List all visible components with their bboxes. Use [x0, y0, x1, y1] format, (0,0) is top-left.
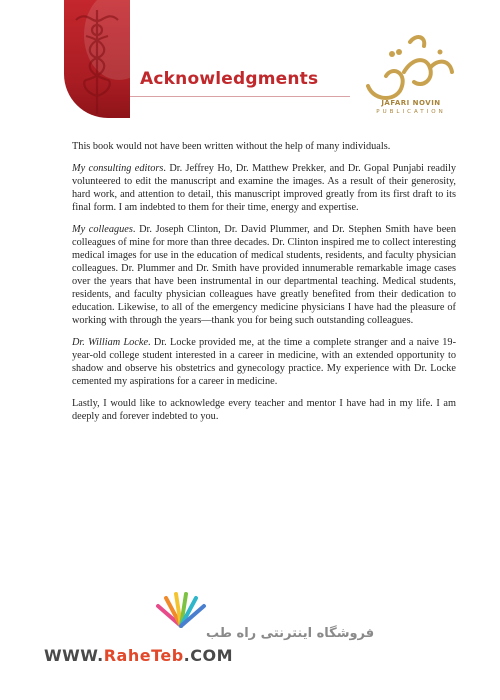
- intro-text: This book would not have been written without the help of many individuals.: [72, 141, 391, 152]
- site-prefix: WWW.: [44, 646, 104, 665]
- publisher-subtitle: PUBLICATION: [376, 109, 446, 115]
- colleagues-paragraph: [72, 223, 456, 327]
- locke-lead: Dr. William Locke: [72, 337, 149, 348]
- caduceus-icon: [72, 6, 122, 116]
- closing-text: Lastly, I would like to acknowledge every teacher and mentor I have had in my life. I am deeply and forever indebted to you.: [72, 398, 456, 422]
- book-fan-icon: [146, 592, 216, 628]
- editors-text: . Dr. Jeffrey Ho, Dr. Matthew Prekker, and Dr. Gopal Punjabi readily volunteered to edit the manuscript and examine the images. As a result of their generosity, hard work, and attention to detail, this manuscript improved greatly from its first draft to its final form. I am indebted to them for their time, energy and expertise.: [72, 163, 456, 213]
- colleagues-text: . Dr. Joseph Clinton, Dr. David Plummer, and Dr. Stephen Smith have been colleagues of mine for more than three decades. Dr. Clinton inspired me to collect interesting medical images for use in the education of medical students, residents, and faculty physician colleagues. Dr. Plummer and Dr. Smith have provided innumerable remarkable image cases over the years that have been instrumental in our departmental teaching. Medical students, residents, and faculty physician colleagues have greatly benefited from their dedication to education. Likewise, to all of the emergency medicine physicians I have had the pleasure of working with through the years—thank you for being such outstanding colleagues.: [72, 224, 456, 326]
- watermark-persian-text: فروشگاه اینترنتی راه طب: [206, 626, 375, 641]
- locke-paragraph: [72, 336, 456, 388]
- watermark-site-link[interactable]: [44, 646, 233, 665]
- header-red-band: [64, 0, 130, 118]
- closing-paragraph: [72, 397, 456, 423]
- colleagues-lead: My colleagues: [72, 224, 133, 235]
- page-title: Acknowledgments: [140, 69, 319, 89]
- locke-text: . Dr. Locke provided me, at the time a complete stranger and a naive 19-year-old college student interested in a career in medicine, with an extended opportunity to shadow and observe his obstetrics and gynecology practice. My experience with Dr. Locke cemented my aspirations for a career in medicine.: [72, 337, 456, 387]
- editors-paragraph: [72, 162, 456, 214]
- editors-lead: My consulting editors: [72, 163, 164, 174]
- intro-paragraph: [72, 140, 456, 153]
- site-suffix: .COM: [183, 646, 234, 665]
- publisher-name: JAFARI NOVIN: [381, 99, 441, 107]
- heading-rule: [130, 96, 350, 97]
- site-accent: RaheTeb: [103, 646, 184, 665]
- acknowledgments-body: [72, 140, 456, 432]
